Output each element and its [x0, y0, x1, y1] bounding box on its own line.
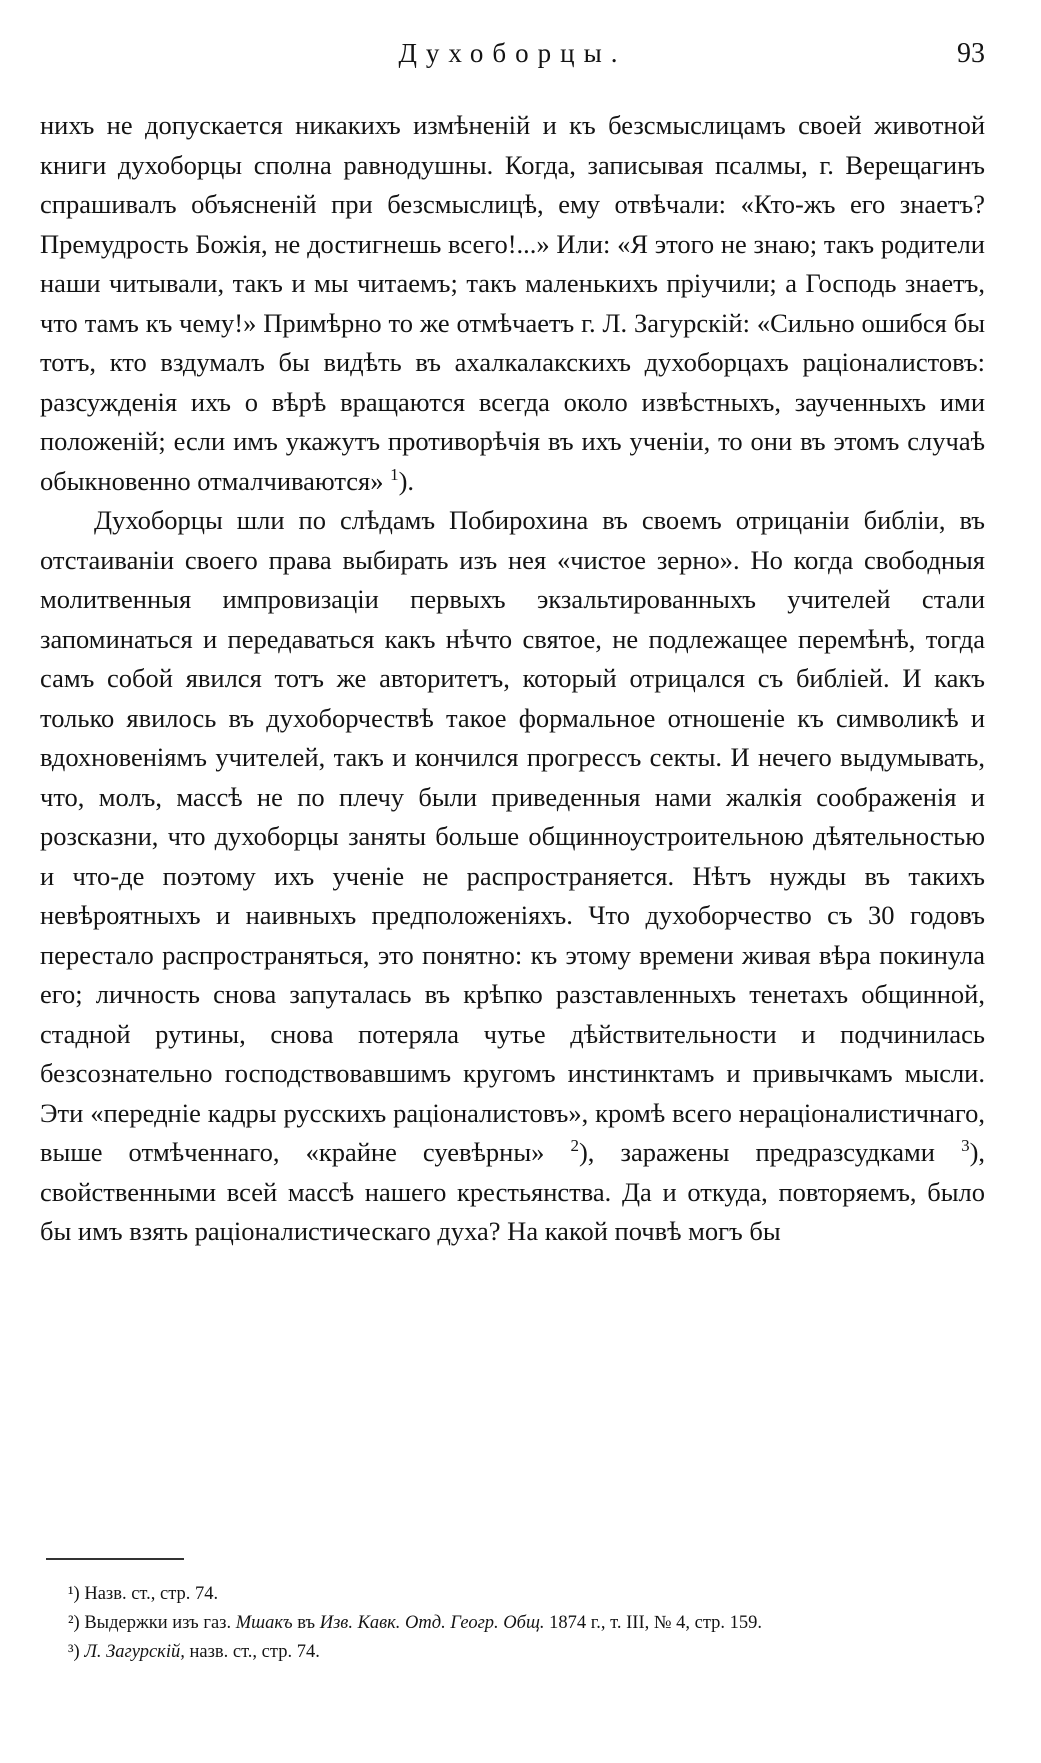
paragraph-2-mid1: ), заражены предразсудками — [578, 1137, 935, 1167]
paragraph-2-text: Духоборцы шли по слѣдамъ Побирохина въ своемъ отрицаніи библіи, въ отстаиваніи своего права выбирать изъ нея «чистое зерно». Но когда свободныя молитвенныя импровизаціи первыхъ экзальтированныхъ учителей стали запоминаться и передаваться какъ нѣчто святое, не подлежащее перемѣнѣ, тогда самъ собой явился тотъ же авторитетъ, который отрицался съ библіей. И какъ только явилось въ духоборчествѣ такое формальное отношеніе къ символикѣ и вдохновеніямъ учителей, такъ и кончился прогрессъ секты. И нечего выдумывать, что, молъ, массѣ не по плечу были приведенныя нами жалкія соображенія и розсказни, что духоборцы заняты больше общинноустроительною дѣятельностью и что-де поэтому ихъ ученіе не распространяется. Нѣтъ нужды въ такихъ невѣроятныхъ и наивныхъ предположеніяхъ. Что духоборчество съ 30 годовъ перестало распространяться, это понятно: къ этому времени живая вѣра покинула его; личность снова запуталась въ крѣпко разставленныхъ тенетахъ общинной, стадной рутины, снова потеряла чутье дѣйствительности и подчинилась безсознательно господствовавшимъ кругомъ инстинктамъ и привычкамъ мысли. Эти «передніе кадры русскихъ раціоналистовъ», кромѣ всего нераціоналистичнаго, выше отмѣченнаго, «крайне суевѣрны» — [40, 505, 985, 1167]
paragraph-2-mid2: ), свойственными всей массѣ нашего крестьянства. Да и откуда, повторяемъ, было бы имъ взять раціоналистическаго духа? На какой почвѣ могъ бы — [40, 1137, 986, 1246]
footnote-2-mid: въ — [297, 1613, 316, 1633]
footnote-3 — [40, 1638, 985, 1667]
footnote-ref-1: 1 — [390, 464, 399, 484]
main-text — [40, 106, 985, 1252]
paragraph-2 — [40, 501, 985, 1252]
page-header — [40, 38, 985, 78]
page-number: 93 — [957, 38, 985, 69]
footnote-2-pre: Выдержки изъ газ. — [84, 1613, 232, 1633]
paragraph-1 — [40, 106, 985, 501]
footnote-1-text: Назв. ст., стр. 74. — [84, 1584, 219, 1604]
paragraph-1-tail: ). — [398, 465, 415, 496]
footnote-ref-2: 2 — [570, 1136, 579, 1156]
footnote-2-post: 1874 г., т. III, № 4, стр. 159. — [549, 1613, 763, 1633]
footnote-1-marker: ¹) — [68, 1584, 80, 1604]
running-title: Духоборцы. — [398, 38, 627, 68]
footnote-ref-3: 3 — [961, 1136, 970, 1156]
paragraph-1-text: нихъ не допускается никакихъ измѣненій и къ безсмыслицамъ своей животной книги духоборцы сполна равнодушны. Когда, записывая псалмы, г. Верещагинъ спрашивалъ объясненій при безсмыслицѣ, ему отвѣчали: «Кто-жъ его знаетъ? Премудрость Божія, не достигнешь всего!...» Или: «Я этого не знаю; такъ родители наши читывали, такъ и мы читаемъ; такъ маленькихъ пріучили; а Господь знаетъ, что тамъ къ чему!» Примѣрно то же отмѣчаетъ г. Л. Загурскій: «Сильно ошибся бы тотъ, кто вздумалъ бы видѣть въ ахалкалакскихъ духоборцахъ раціоналистовъ: разсужденія ихъ о вѣрѣ вращаются всегда около извѣстныхъ, заученныхъ ими положеній; если имъ укажутъ противорѣчія въ ихъ ученіи, то они въ этомъ случаѣ обыкновенно отмалчиваются» — [40, 110, 985, 496]
footnote-3-marker: ³) — [68, 1642, 80, 1662]
footnote-3-text: назв. ст., стр. 74. — [189, 1642, 320, 1662]
footnote-2-marker: ²) — [68, 1613, 80, 1633]
footnotes — [40, 1580, 985, 1667]
footnote-divider — [46, 1558, 184, 1560]
footnote-2 — [40, 1609, 985, 1638]
footnote-1 — [40, 1580, 985, 1609]
footnote-3-author: Л. Загурскій, — [84, 1642, 185, 1662]
footnote-2-journal: Изв. Кавк. Отд. Геогр. Общ. — [319, 1613, 545, 1633]
footnote-2-newspaper: Мшакъ — [235, 1613, 293, 1633]
